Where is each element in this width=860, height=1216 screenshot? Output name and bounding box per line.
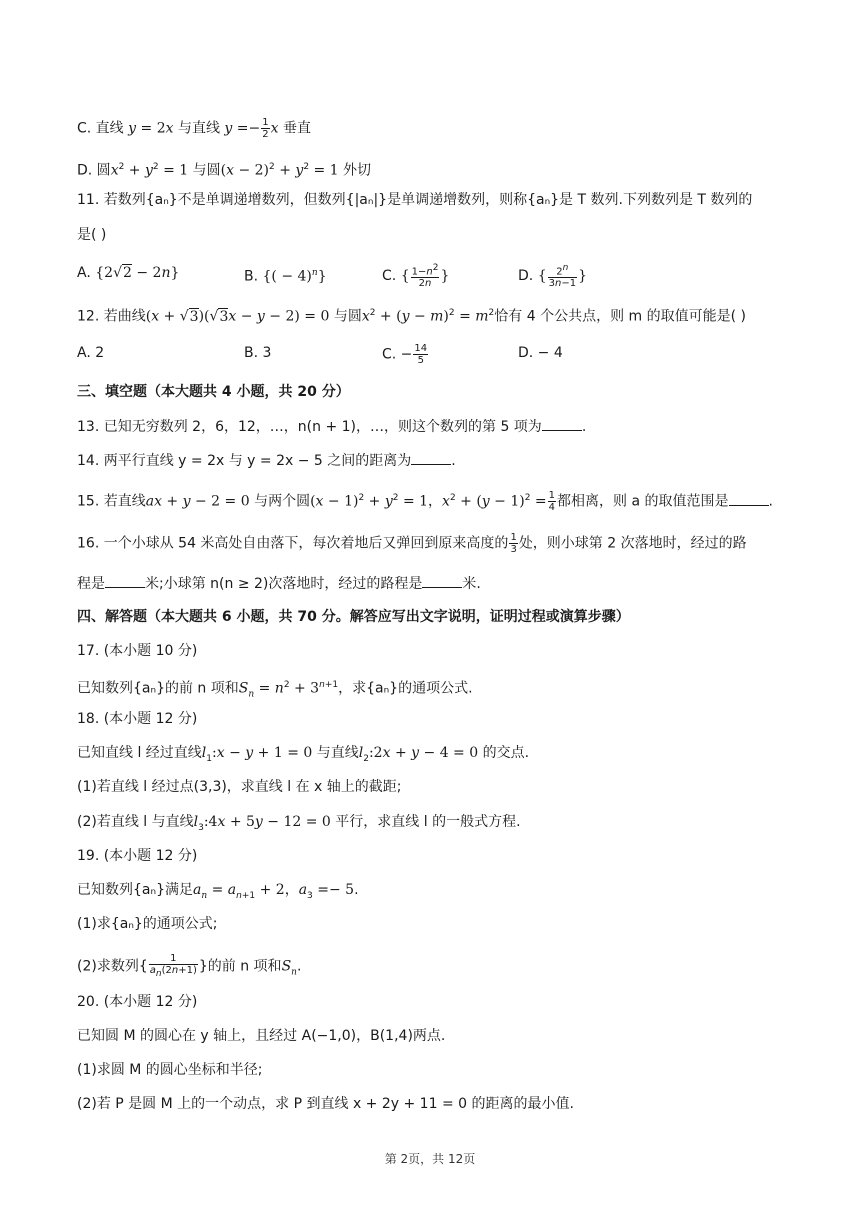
q13: 13. 已知无穷数列 2，6，12，…，n(n + 1)，…，则这个数列的第 5 项为 . xyxy=(77,416,800,437)
q10-option-d: D. 圆$x^2 + y^2 = 1$ 与圆$(x - 2)^2 + y^2 = 1$ 外切 xyxy=(77,162,372,179)
q11-option-a: A. {2√2 − 2n} xyxy=(77,265,180,281)
page-footer: 第 2页，共 12页 xyxy=(384,1152,476,1166)
q11-option-b: B. {( − 4)$^n$} xyxy=(244,268,327,285)
q17-body: 已知数列{aₙ}的前 n 项和$S_n = n^2 + 3^{n+1}$，求{aₙ}的通项公式. xyxy=(77,680,473,700)
q11-stem-line1: 11. 若数列{aₙ}不是单调递增数列，但数列{|aₙ|}是单调递增数列，则称{aₙ}是 T 数列.下列数列是 T 数列的 xyxy=(77,192,753,208)
q19-part1: (1)求{aₙ}的通项公式; xyxy=(77,916,218,932)
q18-part2: (2)若直线 l 与直线$l_3:4x + 5y - 12 = 0$ 平行，求直线 l 的一般式方程. xyxy=(77,814,521,833)
q10-option-c: C. 直线 y = 2x 与直线 y =− $\frac{1}{2}$ x 垂直 xyxy=(77,117,311,140)
q18-body: 已知直线 l 经过直线$l_1:x - y + 1 = 0$ 与直线$l_2:2x + y - 4 = 0$ 的交点. xyxy=(77,745,530,764)
q18-part1: (1)若直线 l 经过点(3,3)，求直线 l 在 x 轴上的截距; xyxy=(77,779,402,795)
q12-option-c: C. − $\frac{14}{5}$ xyxy=(382,343,428,366)
q20-part1: (1)求圆 M 的圆心坐标和半径; xyxy=(77,1062,263,1078)
q16-line1: 16. 一个小球从 54 米高处自由落下，每次着地后又弹回到原来高度的 $\frac{1}{3}$ 处，则小球第 2 次落地时，经过的路 xyxy=(77,532,747,555)
section-3-heading: 三、填空题（本大题共 4 小题，共 20 分） xyxy=(77,384,350,400)
q12-option-b: B. 3 xyxy=(244,345,272,361)
q19-part2: (2)求数列{ $\frac{1}{a_n(2n+1)}$ }的前 n 项和$S_n$. xyxy=(77,953,302,979)
q15: 15. 若直线ax + y − 2 = 0 与两个圆$(x - 1)^2 + y^2 = 1$，$x^2 + (y - 1)^2$ = $\frac{1}{4}$ 都相离，则 a 的取值范围是 . xyxy=(77,490,773,514)
q16-line2: 程是 米;小球第 n(n ≥ 2)次落地时，经过的路程是 米. xyxy=(77,573,800,594)
q12-stem: 12. 若曲线(x + √3)(√3x − y − 2) = 0 与圆$x^2 + (y - m)^2 = m^2$恰有 4 个公共点，则 m 的取值可能是( ) xyxy=(77,308,747,325)
q19-heading: 19. (本小题 12 分) xyxy=(77,848,198,864)
q12-option-d: D. − 4 xyxy=(518,345,563,361)
q20-part2: (2)若 P 是圆 M 上的一个动点，求 P 到直线 x + 2y + 11 = 0 的距离的最小值. xyxy=(77,1096,574,1112)
q20-body: 已知圆 M 的圆心在 y 轴上，且经过 A(−1,0)，B(1,4)两点. xyxy=(77,1028,446,1044)
q11-option-c: C. { $\frac{1-n^2}{2n}$ } xyxy=(382,263,450,290)
q11-option-d: D. { $\frac{2^n}{3n-1}$ } xyxy=(518,263,587,290)
q17-heading: 17. (本小题 10 分) xyxy=(77,643,198,659)
q20-heading: 20. (本小题 12 分) xyxy=(77,994,198,1010)
q11-stem-line2: 是( ) xyxy=(77,227,107,243)
q12-option-a: A. 2 xyxy=(77,345,105,361)
q14: 14. 两平行直线 y = 2x 与 y = 2x − 5 之间的距离为 . xyxy=(77,450,800,471)
section-4-heading: 四、解答题（本大题共 6 小题，共 70 分。解答应写出文字说明，证明过程或演算步骤） xyxy=(77,609,630,625)
q18-heading: 18. (本小题 12 分) xyxy=(77,711,198,727)
q19-body: 已知数列{aₙ}满足$a_n = a_{n+1} + 2$，$a_3 =- 5$. xyxy=(77,882,359,901)
